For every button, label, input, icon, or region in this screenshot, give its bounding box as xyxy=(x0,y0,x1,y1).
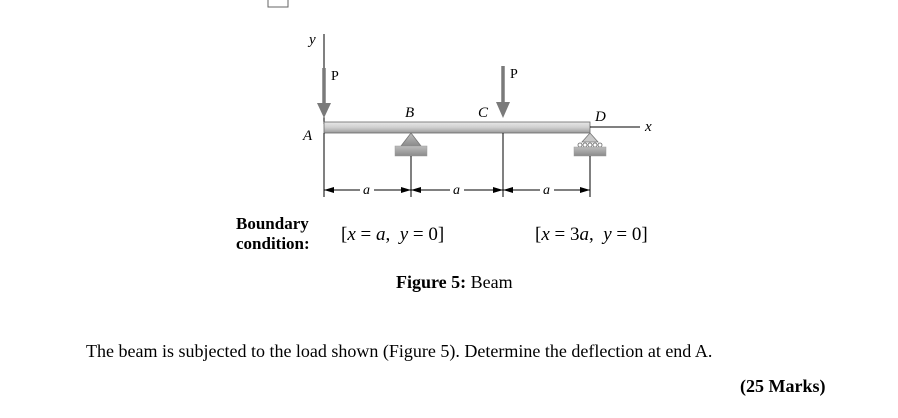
dimension-label-3: a xyxy=(543,183,550,198)
load-arrow-a-head xyxy=(317,103,331,118)
point-label-b: B xyxy=(405,105,415,121)
boundary-condition-label: Boundary condition: xyxy=(236,214,310,253)
pin-support-b-base xyxy=(395,146,427,156)
load-label-c: P xyxy=(510,67,518,82)
point-label-a: A xyxy=(303,128,313,144)
load-arrow-c-head xyxy=(496,102,510,118)
question-text: The beam is subjected to the load shown (Figure 5). Determine the deflection at end A. xyxy=(86,341,713,361)
dimension-label-2: a xyxy=(453,183,460,198)
boundary-condition-d: [x = 3a, y = 0] xyxy=(535,224,648,245)
point-label-d: D xyxy=(595,109,606,125)
figure-caption: Figure 5: Beam xyxy=(396,272,513,292)
roller-support-d-rollers xyxy=(578,143,602,147)
checkbox-fragment xyxy=(268,0,288,7)
x-axis-label: x xyxy=(645,119,652,135)
marks-label: (25 Marks) xyxy=(740,376,826,396)
roller-support-d xyxy=(582,133,598,142)
roller-support-d-base xyxy=(574,147,606,156)
boundary-condition-b: [x = a, y = 0] xyxy=(341,224,445,245)
point-label-c: C xyxy=(478,105,489,121)
y-axis-label: y xyxy=(309,32,316,48)
beam xyxy=(324,122,590,133)
load-label-a: P xyxy=(331,69,339,84)
pin-support-b xyxy=(401,133,421,146)
dimension-label-1: a xyxy=(363,183,370,198)
